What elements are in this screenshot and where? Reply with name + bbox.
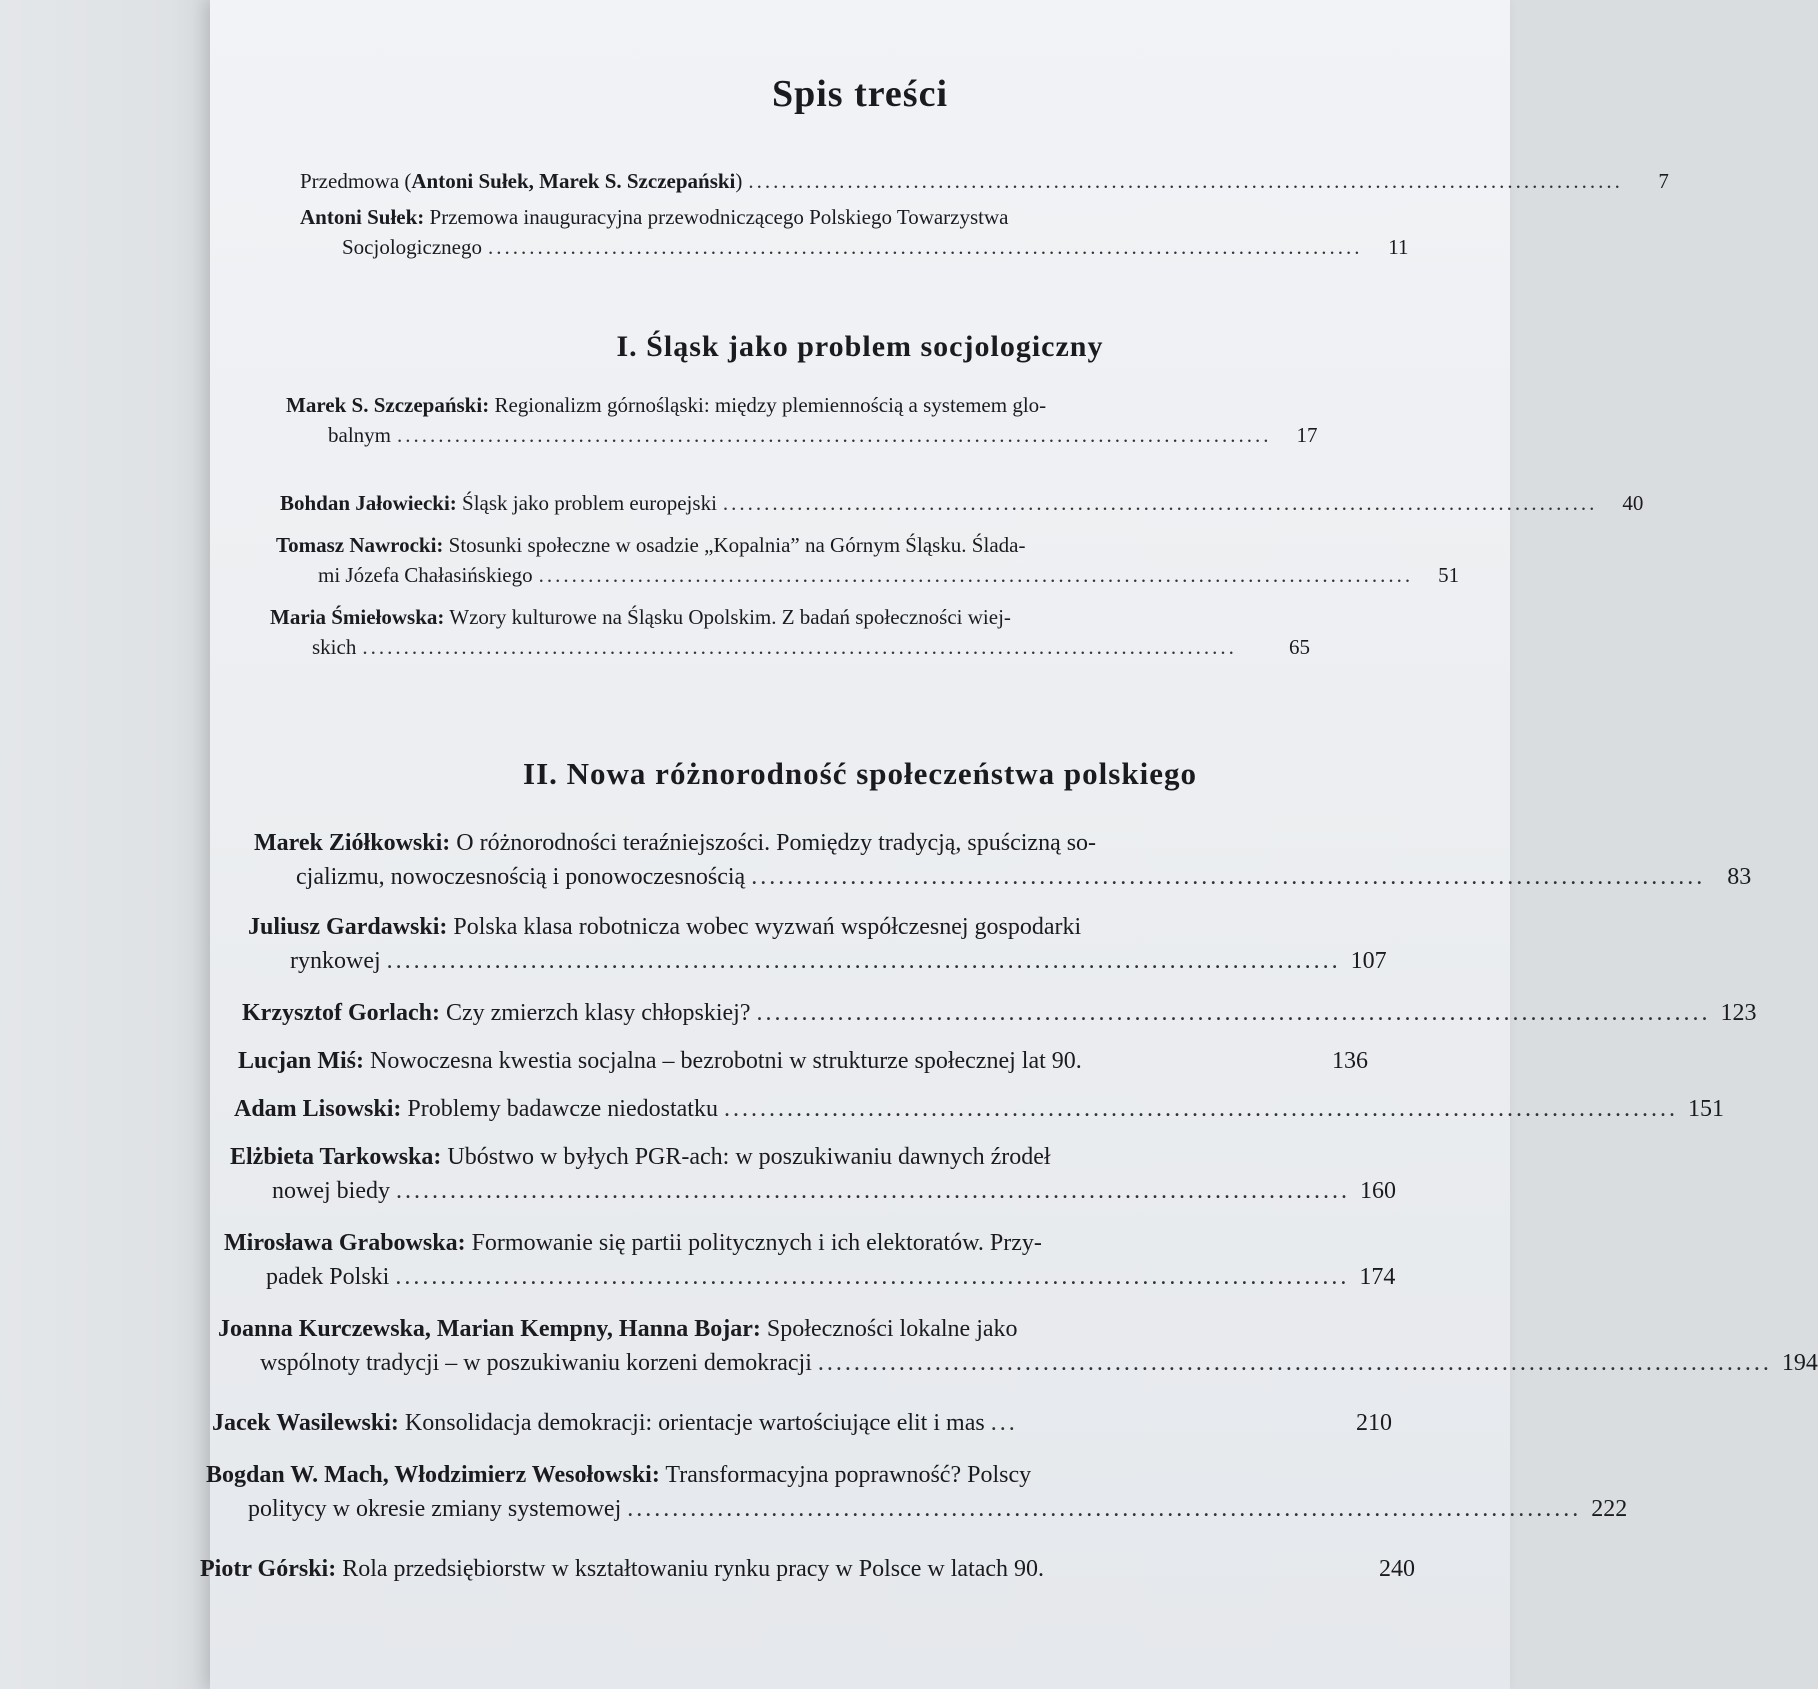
entry-title-line2: balnym bbox=[328, 423, 391, 447]
page-number: 160 bbox=[1359, 1178, 1396, 1204]
entry-title-line1: Śląsk jako problem europejski bbox=[462, 491, 717, 515]
toc-entry bbox=[238, 1044, 1368, 1078]
entry-prefix: Przedmowa ( bbox=[300, 169, 412, 193]
dot-leader: .......................................................................................................... bbox=[751, 864, 1706, 890]
entry-title-line1: Ubóstwo w byłych PGR-ach: w poszukiwaniu dawnych źrodeł bbox=[447, 1144, 1051, 1170]
entry-title-line2: mi Józefa Chałasińskiego bbox=[318, 563, 533, 587]
dot-leader: .......................................................................................................... bbox=[723, 1096, 1678, 1122]
entry-title-line1: Rola przedsiębiorstw w kształtowaniu rynku pracy w Polsce w latach 90. bbox=[342, 1556, 1045, 1582]
entry-title-line2: nowej biedy bbox=[272, 1178, 390, 1204]
toc-entry bbox=[230, 1140, 1396, 1208]
page-number: 240 bbox=[1379, 1556, 1415, 1582]
entry-title-line1: Regionalizm górnośląski: między plemiennością a systemem glo- bbox=[494, 393, 1047, 417]
entry-title-line1: Konsolidacja demokracji: orientacje wartościujące elit i mas bbox=[404, 1410, 985, 1436]
entry-title-line1: Społeczności lokalne jako bbox=[766, 1316, 1018, 1342]
page-number: 83 bbox=[1727, 864, 1752, 890]
entry-author: Juliusz Gardawski: bbox=[248, 914, 448, 940]
entry-author: Adam Lisowski: bbox=[234, 1096, 402, 1122]
section-title-1: I. Śląsk jako problem socjologiczny bbox=[616, 330, 1104, 363]
page-number: 7 bbox=[1658, 169, 1669, 193]
entry-title-line1: Polska klasa robotnicza wobec wyzwań współczesnej gospodarki bbox=[453, 914, 1082, 940]
entry-title-line1: Transformacyjna poprawność? Polscy bbox=[665, 1462, 1032, 1488]
toc-entry bbox=[200, 1552, 1415, 1586]
entry-title-line1: Problemy badawcze niedostatku bbox=[407, 1096, 718, 1122]
toc-entry bbox=[248, 910, 1387, 978]
entry-title-line1: Formowanie się partii politycznych i ich elektoratów. Przy- bbox=[471, 1230, 1042, 1256]
page-number: 222 bbox=[1591, 1496, 1628, 1522]
entry-author: Piotr Górski: bbox=[200, 1556, 337, 1582]
entry-title-line1: Przemowa inauguracyjna przewodniczącego Polskiego Towarzystwa bbox=[429, 205, 1009, 229]
dot-leader: .......................................................................................................... bbox=[362, 635, 1237, 659]
page-number: 194 bbox=[1781, 1350, 1818, 1376]
toc-entry bbox=[254, 826, 1752, 894]
toc-entry bbox=[300, 202, 1409, 262]
entry-title-line2: rynkowej bbox=[290, 948, 381, 974]
dot-leader: .......................................................................................................... bbox=[627, 1496, 1582, 1522]
entry-title-line2: politycy w okresie zmiany systemowej bbox=[248, 1496, 622, 1522]
entry-author: Bogdan W. Mach, Włodzimierz Wesołowski: bbox=[206, 1462, 660, 1488]
entry-suffix: ) bbox=[735, 169, 743, 193]
book-page bbox=[200, 0, 1818, 1689]
entry-author: Elżbieta Tarkowska: bbox=[230, 1144, 442, 1170]
entry-author: Tomasz Nawrocki: bbox=[276, 533, 444, 557]
toc-entry bbox=[280, 488, 1644, 518]
entry-author: Maria Śmiełowska: bbox=[270, 605, 445, 629]
dot-leader: .......................................................................................................... bbox=[386, 948, 1341, 974]
dot-leader: .......................................................................................................... bbox=[395, 1264, 1350, 1290]
entry-title-line2: Socjologicznego bbox=[342, 235, 482, 259]
page-number: 123 bbox=[1720, 1000, 1757, 1026]
toc-entry bbox=[234, 1092, 1724, 1126]
page-number: 174 bbox=[1359, 1264, 1396, 1290]
page-number: 107 bbox=[1350, 948, 1387, 974]
entry-title-line1: Wzory kulturowe na Śląsku Opolskim. Z badań społeczności wiej- bbox=[449, 605, 1011, 629]
dot-leader: .......................................................................................................... bbox=[487, 235, 1363, 259]
page-number: 65 bbox=[1289, 635, 1310, 659]
toc-entry bbox=[270, 602, 1310, 662]
section-title-2: II. Nowa różnorodność społeczeństwa polskiego bbox=[523, 756, 1197, 791]
entry-author: Marek Ziółkowski: bbox=[254, 830, 451, 856]
dot-leader: .......................................................................................................... bbox=[756, 1000, 1711, 1026]
page-number: 11 bbox=[1388, 235, 1409, 259]
entry-title-line2: padek Polski bbox=[266, 1264, 390, 1290]
entry-author: Bohdan Jałowiecki: bbox=[280, 491, 457, 515]
entry-title-line2: wspólnoty tradycji – w poszukiwaniu korzeni demokracji bbox=[260, 1350, 812, 1376]
dot-leader: ... bbox=[990, 1410, 1018, 1436]
page-number: 151 bbox=[1687, 1096, 1724, 1122]
page-number: 136 bbox=[1332, 1048, 1368, 1074]
toc-entry bbox=[286, 390, 1318, 450]
entry-author: Antoni Sułek, Marek S. Szczepański bbox=[411, 169, 736, 193]
left-page bbox=[0, 0, 240, 1689]
dot-leader: .......................................................................................................... bbox=[395, 1178, 1350, 1204]
entry-author: Antoni Sułek: bbox=[300, 205, 425, 229]
entry-title-line1: Nowoczesna kwestia socjalna – bezrobotni w strukturze społecznej lat 90. bbox=[370, 1048, 1082, 1074]
toc-entry bbox=[242, 996, 1757, 1030]
page-title: Spis treści bbox=[771, 73, 949, 115]
entry-title-line1: O różnorodności teraźniejszości. Pomiędzy tradycją, spuścizną so- bbox=[456, 830, 1097, 856]
entry-title-line1: Stosunki społeczne w osadzie „Kopalnia” na Górnym Śląsku. Ślada- bbox=[448, 533, 1026, 557]
dot-leader: .......................................................................................................... bbox=[748, 169, 1623, 193]
toc-entry bbox=[218, 1312, 1818, 1380]
dot-leader: .......................................................................................................... bbox=[397, 423, 1272, 447]
dot-leader: .......................................................................................................... bbox=[538, 563, 1414, 587]
toc-entry bbox=[276, 530, 1460, 590]
entry-title-line2: skich bbox=[312, 635, 357, 659]
page-number: 51 bbox=[1438, 563, 1460, 587]
entry-title-line1: Czy zmierzch klasy chłopskiej? bbox=[445, 1000, 751, 1026]
toc-entry bbox=[212, 1406, 1392, 1440]
dot-leader: .......................................................................................................... bbox=[722, 491, 1598, 515]
entry-author: Krzysztof Gorlach: bbox=[242, 1000, 440, 1026]
page-number: 40 bbox=[1622, 491, 1644, 515]
entry-author: Lucjan Miś: bbox=[238, 1048, 364, 1074]
toc-entry-preface bbox=[300, 166, 1669, 196]
entry-author: Joanna Kurczewska, Marian Kempny, Hanna Bojar: bbox=[218, 1316, 761, 1342]
entry-author: Jacek Wasilewski: bbox=[212, 1410, 399, 1436]
dot-leader: .......................................................................................................... bbox=[817, 1350, 1772, 1376]
toc-entry bbox=[224, 1226, 1396, 1294]
page-number: 210 bbox=[1356, 1410, 1392, 1436]
entry-author: Mirosława Grabowska: bbox=[224, 1230, 466, 1256]
page-number: 17 bbox=[1296, 423, 1318, 447]
entry-author: Marek S. Szczepański: bbox=[286, 393, 490, 417]
toc-entry bbox=[206, 1458, 1628, 1526]
entry-title-line2: cjalizmu, nowoczesnością i ponowoczesnością bbox=[296, 864, 746, 890]
